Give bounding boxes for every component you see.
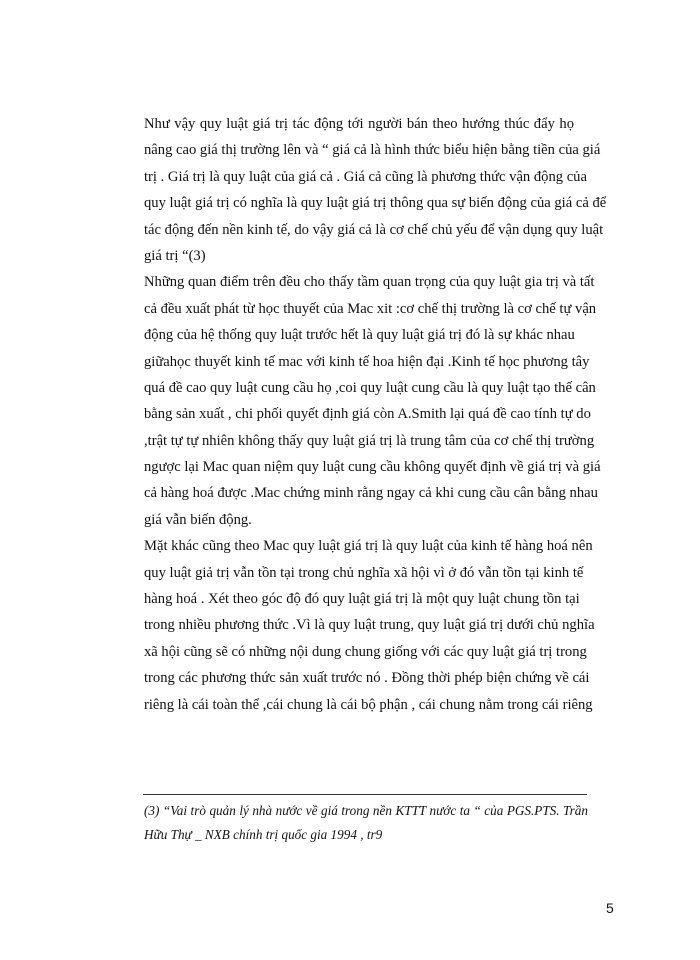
page-number: 5 bbox=[606, 900, 614, 916]
text-line: cả hàng hoá được .Mac chứng minh rằng ngay cả khi cung cầu cân bằng nhau bbox=[144, 485, 598, 502]
text-line: Mặt khác cũng theo Mac quy luật giá trị là quy luật của kinh tế hàng hoá nên bbox=[144, 538, 593, 555]
text-line: ngược lại Mac quan niệm quy luật cung cầu không quyết định về giá trị và giá bbox=[144, 459, 601, 476]
footnote-line: (3) “Vai trò quản lý nhà nước về giá trong nền KTTT nước ta “ của PGS.PTS. Trần bbox=[144, 803, 588, 818]
text-line: quá đề cao quy luật cung cầu họ ,coi quy luật cung cầu là quy luật tạo thế cân bbox=[144, 379, 596, 396]
text-line: động của hệ thống quy luật trước hết là quy luật giá trị đó là sự khác nhau bbox=[144, 327, 575, 344]
text-line: nâng cao giá thị trường lên và “ giá cả là hình thức biểu hiện bằng tiền của giá bbox=[144, 142, 601, 159]
text-line: Như vậy quy luật giá trị tác động tới người bán theo hướng thúc đẩy họ bbox=[144, 116, 574, 132]
text-line: bằng sản xuất , chi phối quyết định giá còn A.Smith lại quá đề cao tính tự do bbox=[144, 406, 591, 423]
text-line: giữahọc thuyết kinh tế mac với kinh tế hoa hiện đại .Kinh tế học phương tây bbox=[144, 353, 590, 370]
text-line: xã hội cũng sẽ có những nội dung chung giống với các quy luật giá trị trong bbox=[144, 643, 587, 660]
text-line: giá vẫn biến động. bbox=[144, 511, 252, 528]
text-line: trong nhiều phương thức .Vì là quy luật trung, quy luật giá trị dưới chủ nghĩa bbox=[144, 617, 595, 634]
text-line: quy luật giả trị vẫn tồn tại trong chủ nghĩa xã hội vì ở đó vẫn tồn tại kinh tế bbox=[144, 564, 584, 581]
text-line: ,trật tự tự nhiên không thấy quy luật giá trị là trung tâm của cơ chế thị trường bbox=[144, 432, 595, 449]
text-line: quy luật giá trị có nghĩa là quy luật giá trị thông qua sự biến động của giá cả để bbox=[144, 195, 607, 212]
text-line: trị . Giá trị là quy luật của giá cả . Giá cả cũng là phương thức vận động của bbox=[144, 168, 587, 185]
body-text bbox=[144, 111, 607, 718]
text-line: trong các phương thức sản xuất trước nó . Đồng thời phép biện chứng về cái bbox=[144, 670, 590, 687]
footnote-separator bbox=[143, 794, 587, 795]
text-line: hàng hoá . Xét theo góc độ đó quy luật giá trị là một quy luật chung tồn tại bbox=[144, 591, 580, 608]
footnote bbox=[144, 799, 588, 847]
text-line: giá trị “(3) bbox=[144, 247, 206, 264]
text-line: cả đều xuất phát từ học thuyết của Mac xit :cơ chế thị trường là cơ chế tự vận bbox=[144, 300, 597, 317]
text-line: Những quan điểm trên đều cho thấy tầm quan trọng của quy luật gia trị và tất bbox=[144, 274, 595, 291]
text-line: tác động đến nền kinh tế, do vậy giá cả là cơ chế chủ yếu để vận dụng quy luật bbox=[144, 221, 604, 238]
footnote-line: Hữu Thự _ NXB chính trị quốc gia 1994 , tr9 bbox=[144, 827, 383, 842]
text-line: riêng là cái toàn thể ,cái chung là cái bộ phận , cái chung nằm trong cái riêng bbox=[144, 696, 593, 713]
